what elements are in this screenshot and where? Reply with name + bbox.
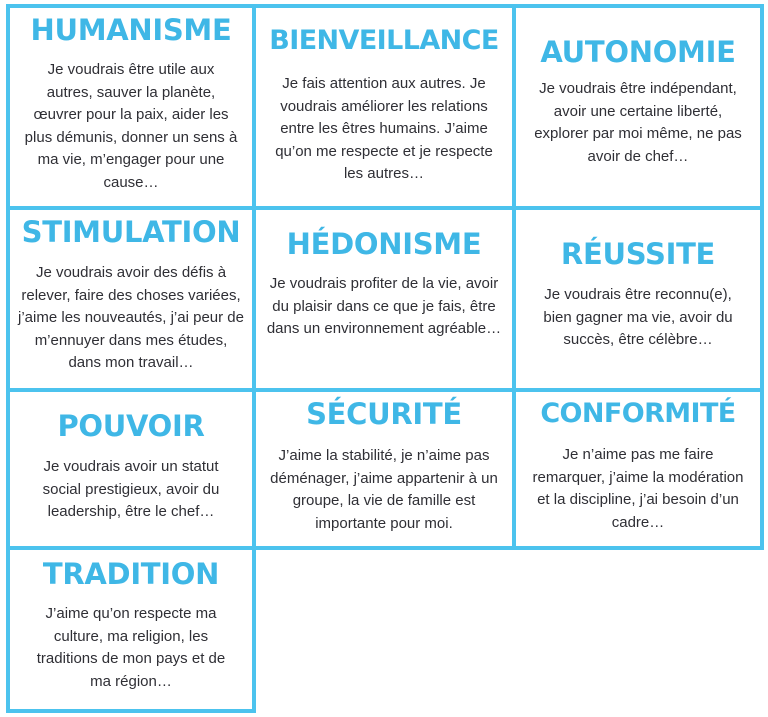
value-title: CONFORMITÉ — [540, 398, 736, 429]
value-title: HUMANISME — [30, 13, 232, 47]
value-title: AUTONOMIE — [540, 35, 736, 69]
value-description: Je voudrais être indépendant, avoir une certaine liberté, explorer par moi même, ne pas avoir de chef… — [534, 80, 742, 165]
value-card-conformite — [512, 388, 764, 550]
value-card-bienveillance — [252, 4, 516, 210]
value-title: SÉCURITÉ — [306, 397, 462, 431]
value-card-tradition — [6, 546, 256, 713]
value-title: TRADITION — [42, 557, 220, 591]
value-card-hedonisme — [252, 206, 516, 392]
value-title: POUVOIR — [57, 409, 205, 443]
value-card-pouvoir — [6, 388, 256, 550]
value-card-reussite — [512, 206, 764, 392]
value-description: J’aime qu’on respecte ma culture, ma religion, les traditions de mon pays et de ma région… — [36, 605, 226, 690]
value-card-stimulation — [6, 206, 256, 392]
value-description: Je voudrais être utile aux autres, sauver la planète, œuvrer pour la paix, aider les plus démunis, donner un sens à ma vie, m’engager pour une cause… — [24, 61, 238, 191]
value-description: Je voudrais avoir un statut social prestigieux, avoir du leadership, être le chef… — [42, 458, 220, 520]
value-description: Je n’aime pas me faire remarquer, j’aime la modération et la discipline, j’ai besoin d’un cadre… — [532, 446, 744, 531]
value-description: J’aime la stabilité, je n’aime pas déménager, j’aime appartenir à un groupe, la vie de famille est importante pour moi. — [270, 447, 498, 532]
value-card-autonomie — [512, 4, 764, 210]
value-description: Je voudrais profiter de la vie, avoir du plaisir dans ce que je fais, être dans un environnement agréable… — [266, 275, 502, 337]
value-title: BIENVEILLANCE — [269, 25, 499, 56]
value-description: Je voudrais avoir des défis à relever, faire des choses variées, j’aime les nouveautés, j’ai peur de m’ennuyer dans mes études, dans mon travail… — [18, 264, 244, 371]
value-description: Je fais attention aux autres. Je voudrais améliorer les relations entre les êtres humains. J’aime qu’on me respecte et je respecte les autres… — [275, 75, 493, 182]
value-title: RÉUSSITE — [560, 237, 716, 271]
value-card-humanisme — [6, 4, 256, 210]
value-card-securite — [252, 388, 516, 550]
value-title: STIMULATION — [21, 215, 241, 249]
value-title: HÉDONISME — [286, 227, 482, 261]
value-description: Je voudrais être reconnu(e), bien gagner ma vie, avoir du succès, être célèbre… — [543, 286, 733, 348]
